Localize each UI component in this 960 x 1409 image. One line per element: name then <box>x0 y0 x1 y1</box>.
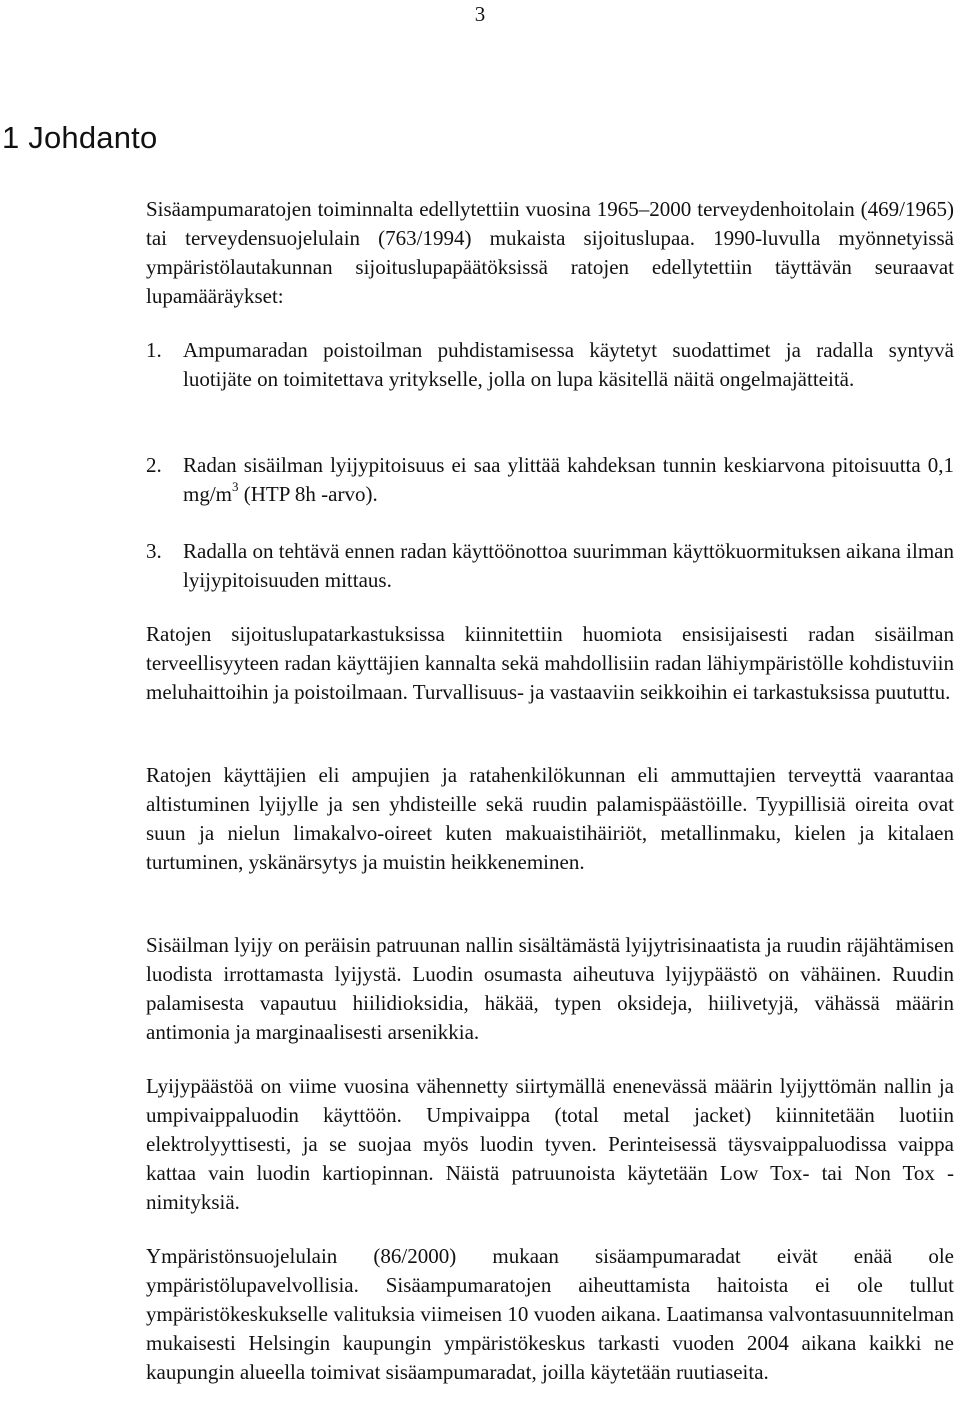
list-item-text: Radan sisäilman lyijypitoisuus ei saa ylittää kahdeksan tunnin keskiarvona pitoisuutta 0,1 mg/m <box>183 453 954 506</box>
list-item <box>146 451 954 509</box>
paragraph: Ratojen käyttäjien eli ampujien ja ratahenkilökunnan eli ammuttajien terveyttä vaarantaa altistuminen lyijylle ja sen yhdisteille sekä ruudin palamispäästöille. Tyypillisiä oireita ovat suun ja nielun limakalvo-oireet kuten makuaistihäiriöt, metallinmaku, kielen ja kitalaen turtuminen, yskänärsytys ja muistin heikkeneminen. <box>146 763 954 874</box>
page-number: 3 <box>474 2 486 26</box>
requirements-list <box>146 336 954 394</box>
list-item <box>146 537 954 595</box>
requirements-list-item-2-wrap <box>146 451 954 509</box>
list-item-number: 2. <box>146 453 162 477</box>
paragraph: Lyijypäästöä on viime vuosina vähennetty siirtymällä enenevässä määrin lyijyttömän nallin ja umpivaippaluodin käyttöön. Umpivaippa (total metal jacket) kiinnitetään luotiin elektrolyyttisesti, ja se suojaa myös luodin tyven. Perinteisessä täysvaippaluodissa vaippa kattaa vain luodin kartiopinnan. Näistä patruunoista käytetään Low Tox- tai Non Tox -nimityksiä. <box>146 1074 954 1214</box>
paragraph: Ympäristönsuojelulain (86/2000) mukaan sisäampumaradat eivät enää ole ympäristölupavelvollisia. Sisäampumaratojen aiheuttamista haitoista ei ole tullut ympäristökeskukselle valituksia viimeisen 10 vuoden aikana. Laatimansa valvontasuunnitelman mukaisesti Helsingin kaupungin ympäristökeskus tarkasti vuoden 2004 aikana kaikki ne kaupungin alueella toimivat sisäampumaradat, joilla käytetään ruutiaseita. <box>146 1244 954 1384</box>
list-item-number: 3. <box>146 539 162 563</box>
list-item-number: 1. <box>146 338 162 362</box>
list-item-text: Radalla on tehtävä ennen radan käyttöönottoa suurimman käyttökuormituksen aikana ilman lyijypitoisuuden mittaus. <box>183 539 954 592</box>
intro-paragraph: Sisäampumaratojen toiminnalta edellytettiin vuosina 1965–2000 terveydenhoitolain (469/1965) tai terveydensuojelulain (763/1994) mukaista sijoituslupaa. 1990-luvulla myönnetyissä ympäristölautakunnan sijoituslupapäätöksissä ratojen edellytettiin täyttävän seuraavat lupamääräykset: <box>146 197 954 308</box>
list-item-text: Ampumaradan poistoilman puhdistamisessa käytetyt suodattimet ja radalla syntyvä luotijäte on toimitettava yritykselle, jolla on lupa käsitellä näitä ongelmajätteitä. <box>183 338 954 391</box>
list-item <box>146 336 954 394</box>
superscript: 3 <box>232 479 239 494</box>
paragraph: Ratojen sijoituslupatarkastuksissa kiinnitettiin huomiota ensisijaisesti radan sisäilman terveellisyyteen radan käyttäjien kannalta sekä mahdollisiin radan lähiympäristölle kohdistuviin meluhaittoihin ja poistoilmaan. Turvallisuus- ja vastaaviin seikkoihin ei tarkastuksissa puututtu. <box>146 622 954 704</box>
requirements-list-item-3-wrap <box>146 537 954 595</box>
list-item-text-suffix: (HTP 8h -arvo). <box>238 482 378 506</box>
chapter-heading: 1 Johdanto <box>2 120 158 155</box>
paragraph: Sisäilman lyijy on peräisin patruunan nallin sisältämästä lyijytrisinaatista ja ruudin räjähtämisen luodista irrottamasta lyijystä. Luodin osumasta aiheutuva lyijypäästö on vähäinen. Ruudin palamisesta vapautuu hiilidioksidia, häkää, typen oksideja, hiilivetyjä, vähässä määrin antimonia ja marginaalisesti arsenikkia. <box>146 933 954 1044</box>
